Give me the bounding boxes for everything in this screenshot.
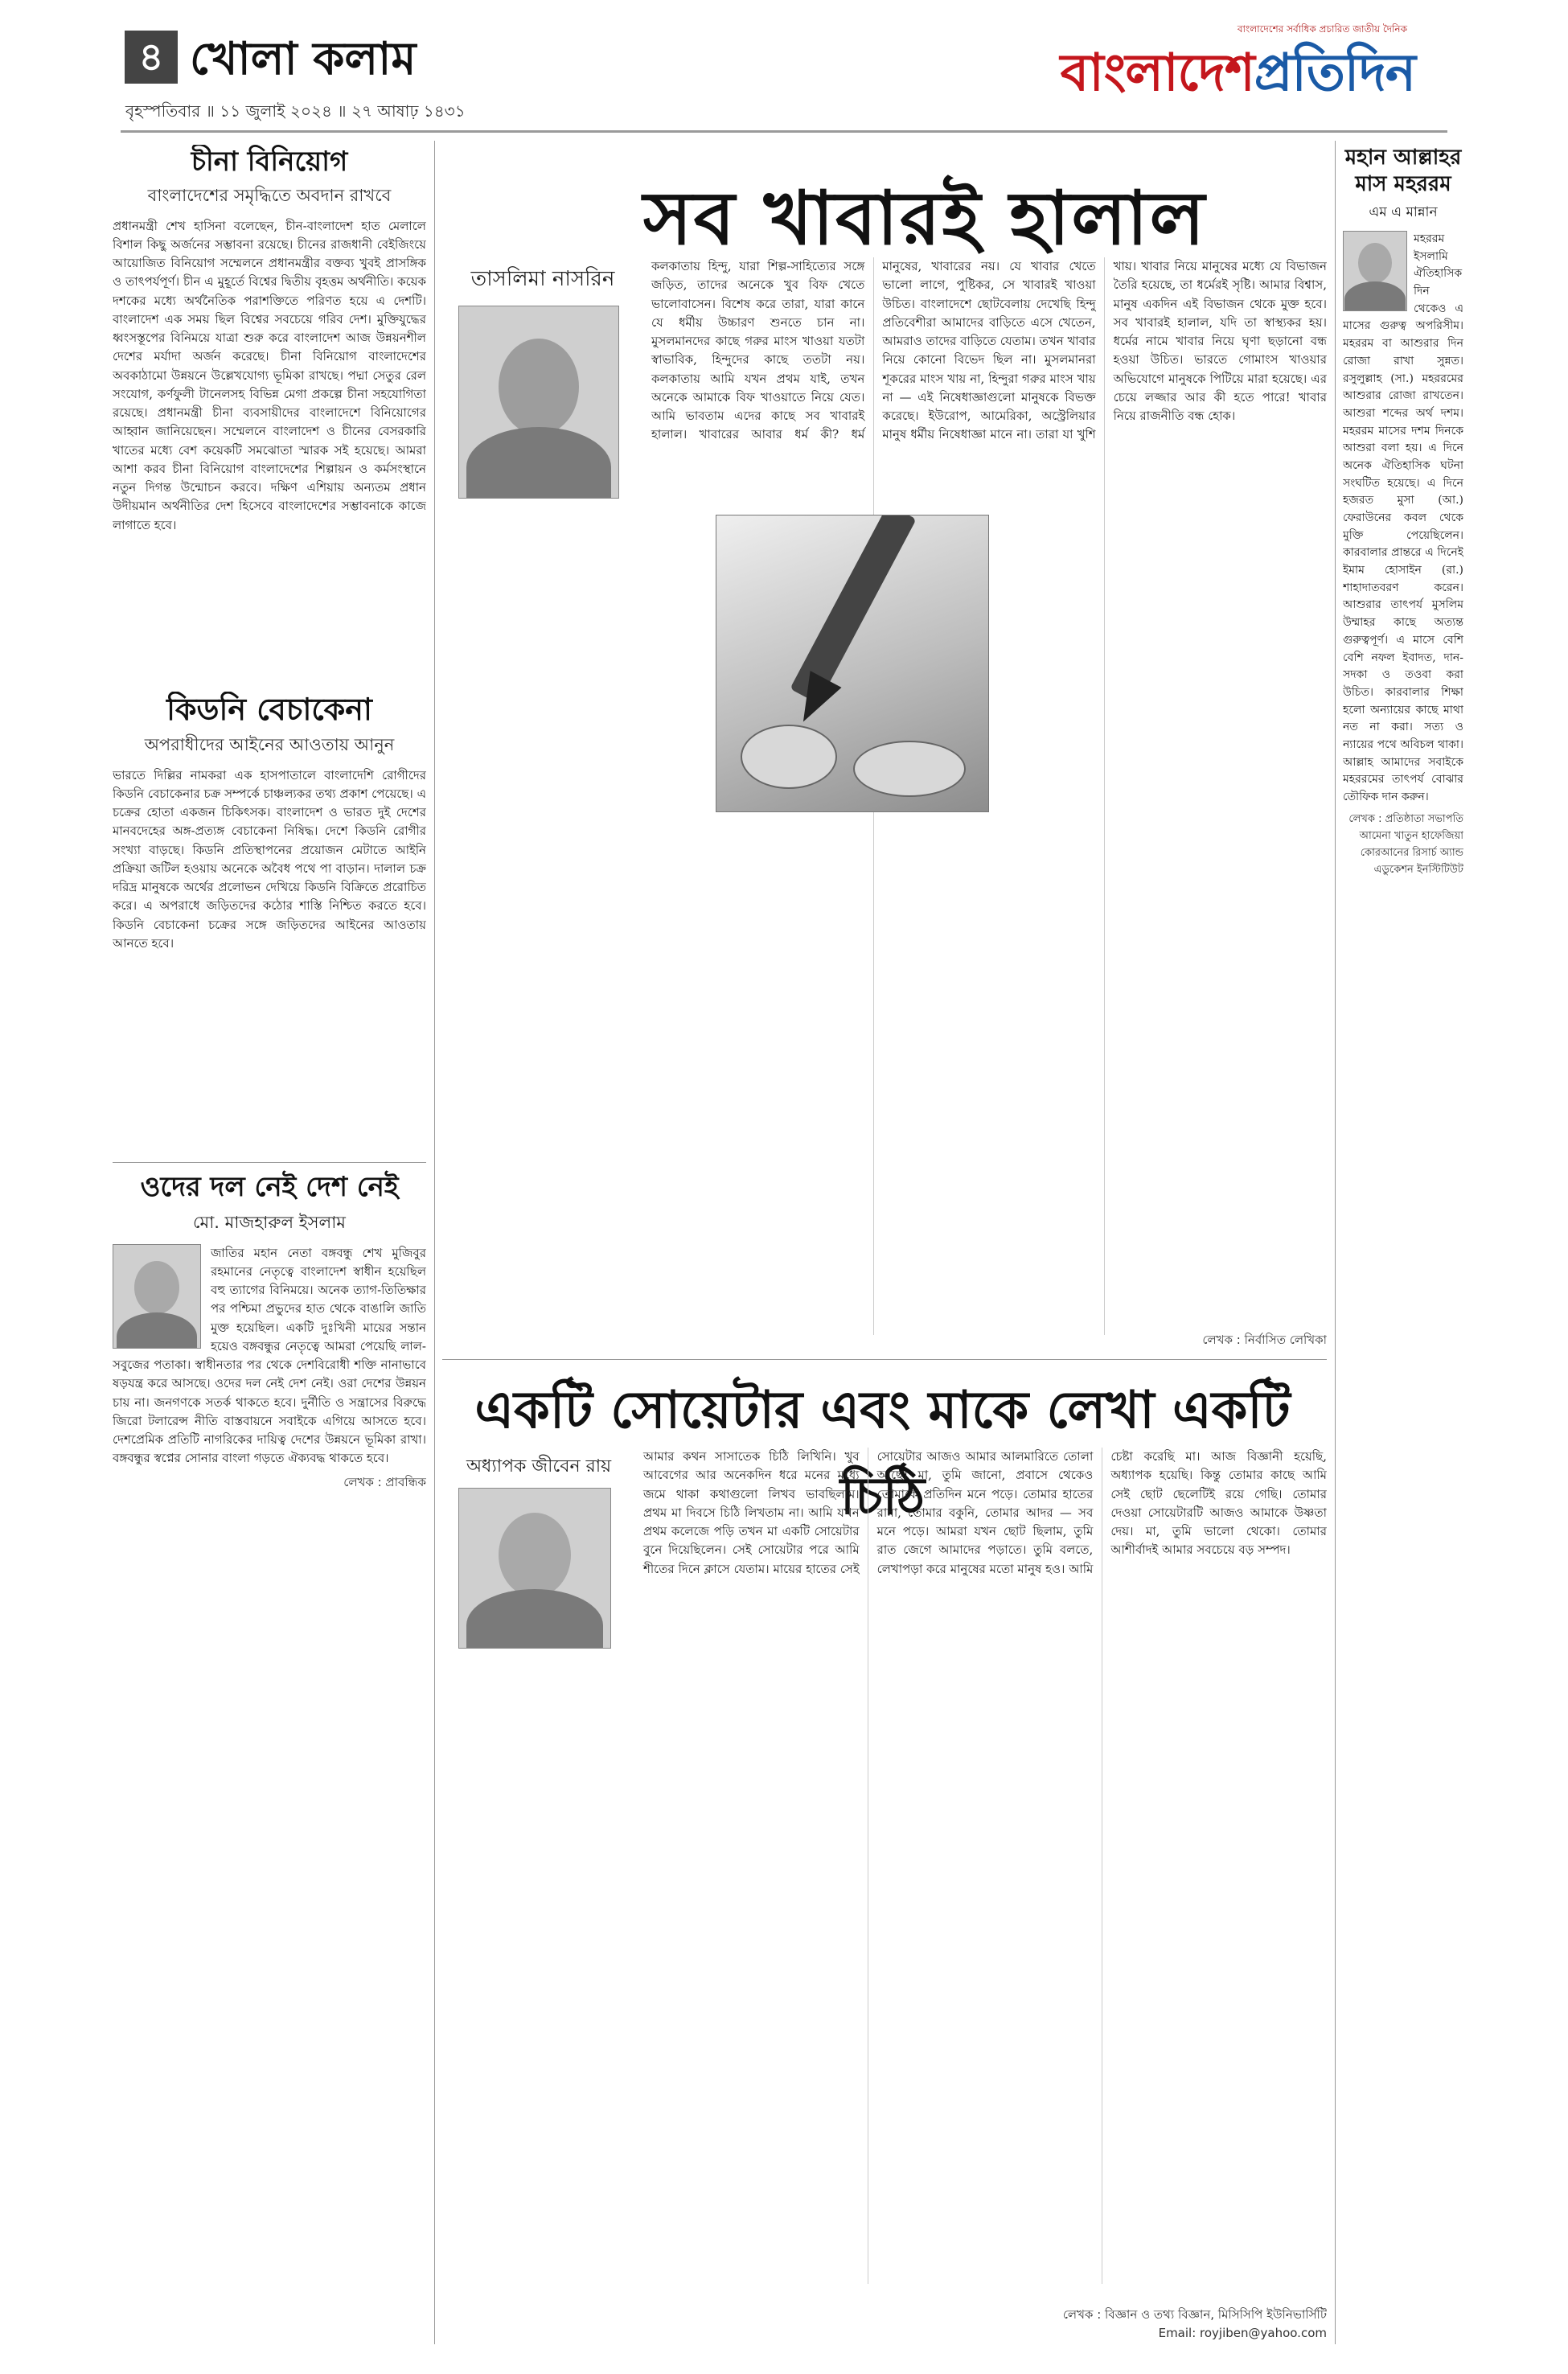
kidney-headline: কিডনি বেচাকেনা: [166, 692, 372, 727]
muharram-writer-note: লেখক : প্রতিষ্ঠাতা সভাপতি আমেনা খাতুন হাফেজিয়া কোরআনের রিসার্চ অ্যান্ড এডুকেশন ইনস্টিটিউট: [1348, 812, 1463, 876]
second-byline-box: [442, 1448, 635, 1689]
second-article: [442, 1448, 1327, 2340]
second-byline: অধ্যাপক জীবেন রায়: [466, 1456, 612, 1477]
author-shoulders: [117, 1312, 197, 1349]
author-photo-mannan: [1343, 231, 1407, 311]
author-face: [499, 1513, 571, 1597]
second-writer-note: লেখক : বিজ্ঞান ও তথ্য বিজ্ঞান, মিসিসিপি ইউনিভার্সিটি: [1062, 2307, 1327, 2322]
oder-dol-writer-note: লেখক : প্রাবন্ধিক: [343, 1474, 426, 1489]
author-shoulders: [466, 427, 611, 499]
lead-writer-note: লেখক : নির্বাসিত লেখিকা: [1202, 1333, 1327, 1347]
oder-dol-byline: মো. মাজহারুল ইসলাম: [193, 1212, 346, 1232]
kidney-article: [113, 692, 426, 1150]
oder-dol-article: [113, 1170, 426, 2344]
second-body: আমার কথন সাসাতেক চিঠি লিখিনি। খুব আবেগের আর অনেকদিন ধরে মনের মধ্যে জমে থাকা কথাগুলো লিখব ভাবছিলাম। প্রথম মা দিবসে চিঠি লিখতাম না। আমি যখন প্রথম কলেজে পড়ি তখন মা একটি সোয়েটার বুনে দিয়েছিলেন। সেই সোয়েটার পরে আমি শীতের দিনে ক্লাসে যেতাম। মায়ের হাতের সেই সোয়েটার আজও আমার আলমারিতে তোলা আছে। মা, তুমি জানো, প্রবাসে থেকেও তোমাকে প্রতিদিন মনে পড়ে। তোমার হাতের রান্না, তোমার বকুনি, তোমার আদর — সব মনে পড়ে। আমরা যখন ছোট ছিলাম, তুমি রাত জেগে আমাদের পড়াতে। তুমি বলতে, লেখাপড়া করে মানুষের মতো মানুষ হও। আমি চেষ্টা করেছি মা। আজ বিজ্ঞানী হয়েছি, অধ্যাপক হয়েছি। কিন্তু তোমার কাছে আমি সেই ছোট ছেলেটিই রয়ে গেছি। তোমার দেওয়া সোয়েটারটি আজও আমাকে উষ্ণতা দেয়। মা, তুমি ভালো থেকো। তোমার আশীর্বাদই আমার সবচেয়ে বড় সম্পদ।: [643, 1449, 1327, 1576]
second-headline: একটি সোয়েটার এবং মাকে লেখা একটি চিঠি: [474, 1380, 1291, 1526]
china-article: [113, 145, 426, 676]
author-shoulders: [1344, 281, 1406, 311]
author-face: [499, 339, 579, 435]
lead-byline: তাসলিমা নাসরিন: [470, 267, 615, 291]
masthead: [0, 0, 1568, 141]
kidney-subhead: অপরাধীদের আইনের আওতায় আনুন: [144, 734, 395, 754]
brand-accent: প্রতিদিন: [1254, 43, 1415, 103]
china-subhead: বাংলাদেশের সমৃদ্ধিতে অবদান রাখবে: [147, 185, 392, 205]
author-shoulders: [466, 1589, 603, 1649]
brand-logo[interactable]: [1061, 34, 1415, 120]
food-plate-illustration: [741, 725, 837, 789]
brand-main: বাংলাদেশ: [1060, 43, 1254, 103]
muharram-byline: এম এ মান্নান: [1369, 204, 1438, 220]
author-face: [134, 1261, 179, 1314]
oder-dol-body: জাতির মহান নেতা বঙ্গবন্ধু শেখ মুজিবুর রহমানের নেতৃত্বে বাংলাদেশ স্বাধীন হয়েছিল বহু ত্যাগের বিনিময়ে। অনেক ত্যাগ-তিতিক্ষার পর পশ্চিমা প্রভুদের হাত থেকে বাঙালি জাতি মুক্ত হয়েছিল। একটি দুঃখিনী মায়ের সন্তান হয়েও বঙ্গবন্ধুর নেতৃত্বে আমরা পেয়েছি লাল-সবুজের পতাকা। স্বাধীনতার পর থেকে দেশবিরোধী শক্তি নানাভাবে ষড়যন্ত্র করে আসছে। ওদের দল নেই দেশ নেই। ওরা দেশের উন্নয়ন চায় না। জনগণকে সতর্ক থাকতে হবে। দুর্নীতি ও সন্ত্রাসের বিরুদ্ধে জিরো টলারেন্স নীতি বাস্তবায়নে সবাইকে এগিয়ে আসতে হবে। দেশপ্রেমিক প্রতিটি নাগরিকের দায়িত্ব দেশের উন্নয়নে ভূমিকা রাখা। বঙ্গবন্ধুর স্বপ্নের সোনার বাংলা গড়তে ঐক্যবদ্ধ থাকতে হবে।: [113, 1245, 426, 1466]
food-plate-illustration: [853, 741, 966, 797]
dateline: বৃহস্পতিবার ॥ ১১ জুলাই ২০২৪ ॥ ২৭ আষাঢ় ১৪৩১: [125, 101, 466, 121]
kidney-body: ভারতে দিল্লির নামকরা এক হাসপাতালে বাংলাদেশি রোগীদের কিডনি বেচাকেনার চক্র সম্পর্কে চাঞ্চল্যকর তথ্য প্রকাশ পেয়েছে। এ চক্রের হোতা একজন চিকিৎসক। বাংলাদেশ ও ভারত দুই দেশের মানবদেহের অঙ্গ-প্রত্যঙ্গ বেচাকেনা নিষিদ্ধ। দেশে কিডনি রোগীর সংখ্যা বাড়ছে। কিডনি প্রতিস্থাপনের প্রয়োজন মেটাতে আইনি প্রক্রিয়া জটিল হওয়ায় অনেকে অবৈধ পথে পা বাড়ান। দালাল চক্র দরিদ্র মানুষকে অর্থের প্রলোভন দেখিয়ে কিডনি বিক্রিতে প্ররোচিত করে। এ অপরাধে জড়িতদের কঠোর শাস্তি নিশ্চিত করতে হবে। কিডনি বেচাকেনা চক্রের সঙ্গে জড়িতদের আইনের আওতায় আনতে হবে।: [113, 767, 426, 951]
masthead-rule: [121, 130, 1447, 133]
second-email: Email: royjiben@yahoo.com: [1158, 2326, 1327, 2340]
oder-dol-headline: ওদের দল নেই দেশ নেই: [140, 1171, 399, 1203]
left-divider: [113, 1162, 426, 1163]
author-face: [1358, 243, 1392, 283]
column-divider-left: [434, 141, 435, 2344]
lead-byline-box: [442, 257, 643, 563]
center-divider: [442, 1359, 1327, 1360]
china-headline: চীনা বিনিয়োগ: [191, 146, 348, 178]
author-photo-jiben: [458, 1488, 611, 1649]
muharram-headline: মহান আল্লাহর মাস মহররম: [1344, 146, 1462, 196]
section-name: খোলা কলাম: [190, 33, 417, 85]
author-photo-majharul: [113, 1244, 201, 1349]
muharram-body: মহররম ইসলামি ঐতিহাসিক দিন থেকেও এ মাসের গুরুত্ব অপরিসীম। মহররম বা আশুরার দিন রোজা রাখা সুন্নত। রসুলুল্লাহ (সা.) মহররমের আশুরার রোজা রাখতেন। আশুরা শব্দের অর্থ দশম। মহররম মাসের দশম দিনকে আশুরা বলা হয়। এ দিনে অনেক ঐতিহাসিক ঘটনা সংঘটিত হয়েছে। এ দিনে হজরত মুসা (আ.) ফেরাউনের কবল থেকে মুক্তি পেয়েছিলেন। কারবালার প্রান্তরে এ দিনেই ইমাম হোসাইন (রা.) শাহাদাতবরণ করেন। আশুরার তাৎপর্য মুসলিম উম্মাহর কাছে অত্যন্ত গুরুত্বপূর্ণ। এ মাসে বেশি বেশি নফল ইবাদত, দান-সদকা ও তওবা করা উচিত। কারবালার শিক্ষা হলো অন্যায়ের কাছে মাথা নত না করা। সত্য ও ন্যায়ের পথে অবিচল থাকা। আল্লাহ আমাদের সবাইকে মহররমের তাৎপর্য বোঝার তৌফিক দান করুন।: [1343, 232, 1463, 803]
column-divider-right: [1335, 141, 1336, 2344]
muharram-article: [1343, 145, 1463, 2348]
brand-slogan: বাংলাদেশের সর্বাধিক প্রচারিত জাতীয় দৈনিক: [1237, 23, 1407, 35]
author-photo-taslima: [458, 306, 619, 499]
page-number: ৪: [125, 31, 178, 84]
china-body: প্রধানমন্ত্রী শেখ হাসিনা বলেছেন, চীন-বাংলাদেশ হাত মেলালে বিশাল কিছু অর্জনের সম্ভাবনা রয়েছে। চীনের রাজধানী বেইজিংয়ে আয়োজিত বিনিয়োগ সম্মেলনে প্রধানমন্ত্রীর বক্তব্য খুবই প্রাসঙ্গিক ও তাৎপর্যপূর্ণ। চীন এ মুহূর্তে বিশ্বের দ্বিতীয় বৃহত্তম অর্থনীতি। কয়েক দশকের মধ্যে অর্থনৈতিক পরাশক্তিতে পরিণত হয়ে এ দেশটি। বাংলাদেশ এক সময় ছিল বিশ্বের সবচেয়ে গরিব দেশ। মুক্তিযুদ্ধের ধ্বংসস্তূপের বিনিময়ে যাত্রা শুরু করে বাংলাদেশ আজ উন্নয়নশীল দেশের মর্যাদা অর্জন করেছে। চীনা বিনিয়োগ বাংলাদেশের অবকাঠামো উন্নয়নে উল্লেখযোগ্য ভূমিকা রাখছে। পদ্মা সেতুর রেল সংযোগ, কর্ণফুলী টানেলসহ বিভিন্ন মেগা প্রকল্পে চীনা সহযোগিতা রয়েছে। প্রধানমন্ত্রী চীনা ব্যবসায়ীদের বাংলাদেশে বিনিয়োগের আহ্বান জানিয়েছেন। সম্মেলনে বাংলাদেশ ও চীনের বেসরকারি খাতের মধ্যে বেশ কয়েকটি সমঝোতা স্মারক সই হয়েছে। আমরা আশা করব চীনা বিনিয়োগ বাংলাদেশের শিল্পায়ন ও কর্মসংস্থানে নতুন দিগন্ত উন্মোচন করবে। দক্ষিণ এশিয়ায় অন্যতম প্রধান উদীয়মান অর্থনীতির দেশ হিসেবে বাংলাদেশের সম্ভাবনাকে কাজে লাগাতে হবে।: [113, 218, 426, 532]
lead-illustration: [716, 515, 989, 812]
lead-body: কলকাতায় হিন্দু, যারা শিল্প-সাহিত্যের সঙ্গে জড়িত, তাদের অনেকে খুব বিফ খেতে ভালোবাসেন। বিশেষ করে তারা, যারা কানে যে ধর্মীয় উচ্চারণ শুনতে চান না। মুসলমানদের কাছে গরুর মাংস খাওয়া যতটা স্বাভাবিক, হিন্দুদের কাছে ততটা নয়। কলকাতায় আমি যখন প্রথম যাই, তখন অনেকে আমাকে বিফ খাওয়াতে নিয়ে যেত। আমি ভাবতাম এদের কাছে সব খাবারই হালাল। খাবারের আবার ধর্ম কী? ধর্ম মানুষের, খাবারের নয়। যে খাবার খেতে ভালো লাগে, পুষ্টিকর, সে খাবারই খাওয়া উচিত। বাংলাদেশে ছোটবেলায় দেখেছি হিন্দু প্রতিবেশীরা আমাদের বাড়িতে এসে খেতেন, আমরাও তাদের বাড়িতে যেতাম। তখন খাবার নিয়ে কোনো বিভেদ ছিল না। মুসলমানরা শূকরের মাংস খায় না, হিন্দুরা গরুর মাংস খায় না — এই নিষেধাজ্ঞাগুলো মানুষকে বিভক্ত করেছে। ইউরোপ, আমেরিকা, অস্ট্রেলিয়ার মানুষ ধর্মীয় নিষেধাজ্ঞা মানে না। তারা যা খুশি খায়। খাবার নিয়ে মানুষের মধ্যে যে বিভাজন তৈরি হয়েছে, তা ধর্মেরই সৃষ্টি। আমার বিশ্বাস, মানুষ একদিন এই বিভাজন থেকে মুক্ত হবে। সব খাবারই হালাল, যদি তা স্বাস্থ্যকর হয়। ধর্মের নামে খাবার নিয়ে ঘৃণা ছড়ানো বন্ধ হওয়া উচিত। ভারতে গোমাংস খাওয়ার অভিযোগে মানুষকে পিটিয়ে মারা হয়েছে। এর চেয়ে লজ্জার আর কী হতে পারে! খাবার নিয়ে রাজনীতি বন্ধ হোক।: [651, 259, 1327, 442]
lead-headline: সব খাবারই হালাল: [642, 175, 1207, 261]
second-footer: [1063, 2301, 1327, 2340]
